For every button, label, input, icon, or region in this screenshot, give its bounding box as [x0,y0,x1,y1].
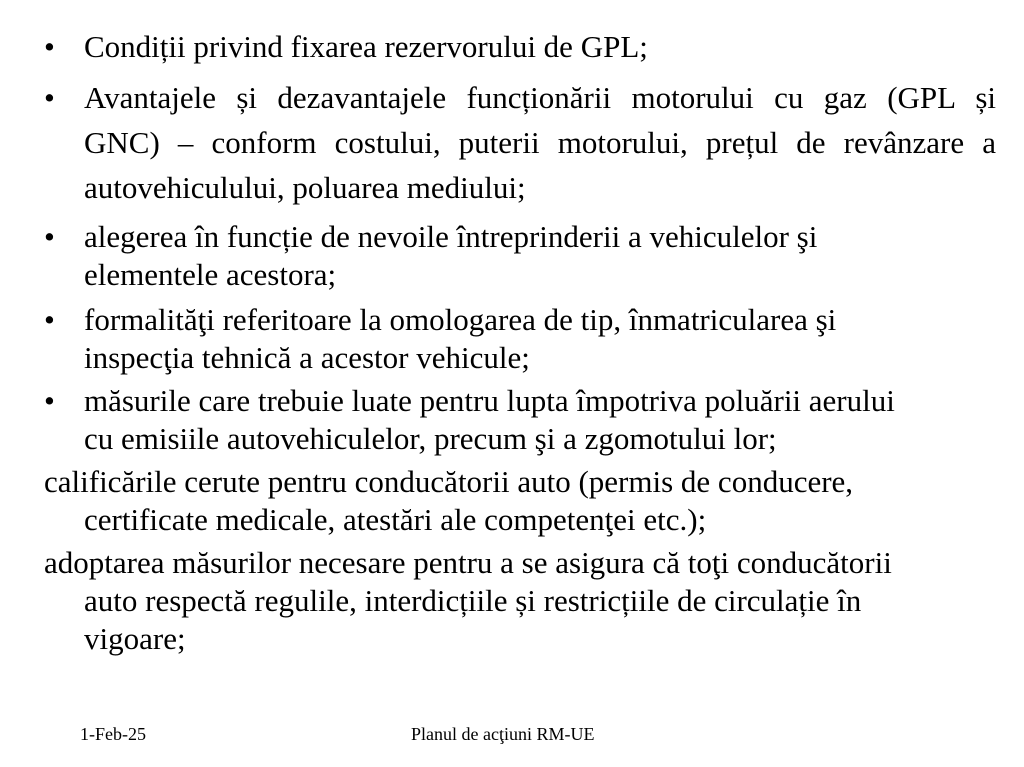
paragraph-line: auto respectă regulile, interdicțiile și restricțiile de circulație în [84,583,862,618]
bullet-item-line: măsurile care trebuie luate pentru lupta împotriva poluării aerului [84,383,895,418]
bullet-item-line: Avantajele și dezavantajele funcționării motorului cu gaz (GPL și [84,80,996,115]
footer-title: Planul de acţiuni RM-UE [411,724,595,744]
paragraph-line: adoptarea măsurilor necesare pentru a se asigura că toţi conducătorii [44,545,892,580]
bullet-item-line: Condiții privind fixarea rezervorului de GPL; [84,29,648,64]
bullet-icon: • [44,219,55,254]
bullet-item-line: inspecţia tehnică a acestor vehicule; [84,340,530,375]
paragraph-line: vigoare; [84,621,186,656]
bullet-item-line: cu emisiile autovehiculelor, precum şi a zgomotului lor; [84,421,777,456]
bullet-icon: • [44,302,55,337]
bullet-item-line: formalităţi referitoare la omologarea de tip, înmatricularea şi [84,302,837,337]
bullet-icon: • [44,29,55,64]
footer-date: 1-Feb-25 [80,724,146,744]
bullet-icon: • [44,383,55,418]
bullet-icon: • [44,80,55,115]
bullet-item-line: GNC) – conform costului, puterii motorului, prețul de revânzare a [84,125,996,160]
paragraph-line: calificările cerute pentru conducătorii auto (permis de conducere, [44,464,854,499]
bullet-item-line: elementele acestora; [84,257,337,292]
bullet-item-line: alegerea în funcție de nevoile întreprinderii a vehiculelor şi [84,219,818,254]
paragraph-line: certificate medicale, atestări ale competenţei etc.); [84,502,707,537]
bullet-item-line: autovehiculului, poluarea mediului; [84,170,526,205]
